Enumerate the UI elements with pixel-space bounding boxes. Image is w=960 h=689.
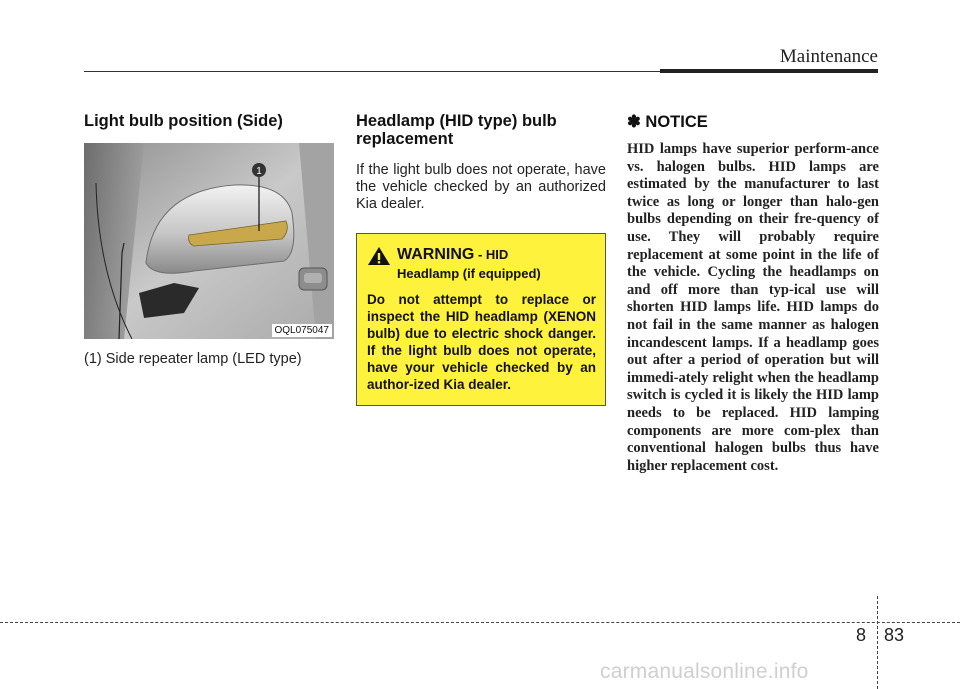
side-mirror-figure [84, 143, 334, 339]
notice-body: HID lamps have superior perform-ance vs. halogen bulbs. HID lamps are estimated by the manufacturer to last twice as long or longer than halo-gen bulbs depending on their fre-quency of use. They will probably require replacement at some point in the life of the vehicle. Cycling the headlamps on and off more than typ-ical use will shorten HID lamps life. HID lamps do not fail in the same manner as halogen incandescent lamps. If a headlamp goes out after a period of operation but will immedi-ately relight when the headlamp switch is cycled it is likely the HID lamp needs to be replaced. HID lamping components are more com-plex than conventional halogen bulbs thus have higher replacement cost. [627, 141, 879, 474]
callout-number: 1 [256, 166, 262, 177]
chapter-number: 8 [856, 625, 867, 645]
watermark: carmanualsonline.info [600, 660, 809, 683]
page-number: 83 [884, 625, 905, 645]
header-rule [84, 71, 664, 72]
notice-title: ✽ NOTICE [627, 113, 708, 131]
figure-caption: (1) Side repeater lamp (LED type) [84, 351, 302, 367]
footer-divider [877, 596, 878, 689]
figure-code: OQL075047 [272, 324, 333, 337]
section-heading-side-bulb: Light bulb position (Side) [84, 112, 283, 130]
section-heading-hid: Headlamp (HID type) bulb replacement [356, 112, 557, 148]
warning-triangle-icon [367, 246, 391, 266]
side-mirror-illustration [84, 143, 334, 339]
column-notice [627, 112, 879, 475]
hid-body-text: If the light bulb does not operate, have the vehicle checked by an authorized Kia dealer. [356, 162, 606, 212]
warning-title: WARNING [397, 246, 475, 263]
footer-rule [0, 622, 960, 623]
column-hid-replacement [356, 112, 606, 406]
column-side-bulb [84, 112, 334, 367]
warning-subtitle: Headlamp (if equipped) [397, 266, 541, 281]
warning-title-suffix: - HID [474, 247, 509, 262]
warning-header [367, 246, 596, 266]
warning-box [356, 233, 606, 406]
warning-body: Do not attempt to replace or inspect the HID headlamp (XENON bulb) due to electric shock danger. If the light bulb does not operate, have your vehicle checked by an author-ized Kia dealer. [367, 292, 596, 392]
page-header-title: Maintenance [779, 46, 878, 67]
header-rule-accent [660, 69, 878, 73]
